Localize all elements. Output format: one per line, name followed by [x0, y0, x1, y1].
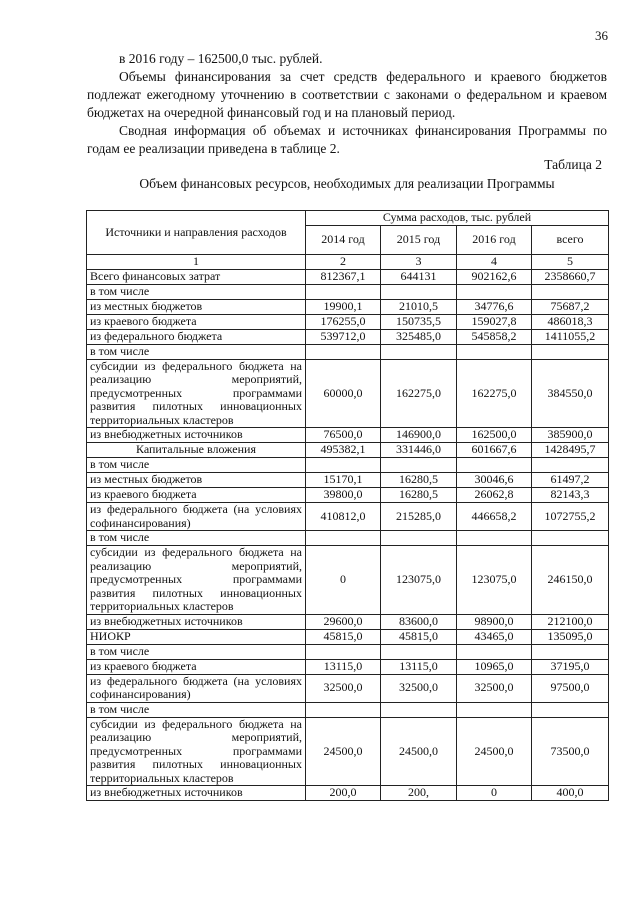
- value-2014: 200,0: [306, 786, 381, 801]
- value-total: 61497,2: [532, 473, 609, 488]
- value-2014: 24500,0: [306, 717, 381, 786]
- table-row: [87, 284, 609, 299]
- value-2014: 812367,1: [306, 269, 381, 284]
- value-2015: [381, 531, 457, 546]
- table-row: [87, 428, 609, 443]
- row-label: из внебюджетных источников: [87, 614, 306, 629]
- value-2014: 76500,0: [306, 428, 381, 443]
- row-label: в том числе: [87, 531, 306, 546]
- value-2016: 24500,0: [457, 717, 532, 786]
- table-row: [87, 458, 609, 473]
- value-total: 400,0: [532, 786, 609, 801]
- table-row: [87, 659, 609, 674]
- table-row: [87, 443, 609, 458]
- table-row: [87, 329, 609, 344]
- table-row: [87, 314, 609, 329]
- value-2016: 26062,8: [457, 488, 532, 503]
- column-number-5: 5: [532, 254, 609, 269]
- row-label: из внебюджетных источников: [87, 428, 306, 443]
- row-label: из краевого бюджета: [87, 488, 306, 503]
- financing-table-body: [87, 211, 609, 801]
- value-2016: 162275,0: [457, 359, 532, 428]
- header-year-2014: 2014 год: [306, 225, 381, 254]
- row-label: в том числе: [87, 644, 306, 659]
- table-row: [87, 546, 609, 615]
- table-row: [87, 299, 609, 314]
- table-row: [87, 614, 609, 629]
- table-row: [87, 644, 609, 659]
- value-2016: 0: [457, 786, 532, 801]
- value-2016: [457, 644, 532, 659]
- value-2014: 410812,0: [306, 503, 381, 531]
- value-2014: 19900,1: [306, 299, 381, 314]
- value-2015: [381, 458, 457, 473]
- intro-line-1: в 2016 году – 162500,0 тыс. рублей.: [119, 51, 323, 66]
- value-2015: 24500,0: [381, 717, 457, 786]
- value-2015: 215285,0: [381, 503, 457, 531]
- table-header-row: [87, 211, 609, 226]
- financing-table: [86, 210, 609, 801]
- column-number-2: 2: [306, 254, 381, 269]
- table-row: [87, 473, 609, 488]
- value-total: 1411055,2: [532, 329, 609, 344]
- value-2014: [306, 531, 381, 546]
- table-row: [87, 629, 609, 644]
- value-total: 135095,0: [532, 629, 609, 644]
- value-total: [532, 344, 609, 359]
- value-2014: 39800,0: [306, 488, 381, 503]
- table-row: [87, 488, 609, 503]
- value-2016: 98900,0: [457, 614, 532, 629]
- value-2015: 16280,5: [381, 473, 457, 488]
- value-2014: 495382,1: [306, 443, 381, 458]
- value-2015: 21010,5: [381, 299, 457, 314]
- table-row: [87, 269, 609, 284]
- table-row: [87, 702, 609, 717]
- row-label: из краевого бюджета: [87, 659, 306, 674]
- value-2014: 539712,0: [306, 329, 381, 344]
- column-number-4: 4: [457, 254, 532, 269]
- value-total: [532, 702, 609, 717]
- row-label: в том числе: [87, 702, 306, 717]
- value-2014: 45815,0: [306, 629, 381, 644]
- value-2014: 60000,0: [306, 359, 381, 428]
- value-2016: 30046,6: [457, 473, 532, 488]
- value-total: 246150,0: [532, 546, 609, 615]
- value-total: [532, 284, 609, 299]
- row-label: субсидии из федерального бюджета на реализацию мероприятий, предусмотренных программами развития пилотных инновационных территориальных кластеров: [87, 546, 306, 615]
- row-label: НИОКР: [87, 629, 306, 644]
- value-2015: 644131: [381, 269, 457, 284]
- value-2015: 162275,0: [381, 359, 457, 428]
- row-label: из федерального бюджета (на условиях софинансирования): [87, 503, 306, 531]
- value-total: 97500,0: [532, 674, 609, 702]
- value-2016: [457, 702, 532, 717]
- value-2015: 32500,0: [381, 674, 457, 702]
- value-2015: 331446,0: [381, 443, 457, 458]
- table-row: [87, 359, 609, 428]
- column-number-3: 3: [381, 254, 457, 269]
- intro-paragraph-2: Объемы финансирования за счет средств федерального и краевого бюджетов подлежат ежегодному уточнению в соответствии с законами о федеральном и краевом бюджетах на очередной финансовый год и на плановый период.: [87, 69, 607, 120]
- value-2015: 16280,5: [381, 488, 457, 503]
- page-number: 36: [595, 28, 608, 43]
- row-label: из федерального бюджета: [87, 329, 306, 344]
- value-2014: 32500,0: [306, 674, 381, 702]
- value-2016: 10965,0: [457, 659, 532, 674]
- value-2016: 159027,8: [457, 314, 532, 329]
- table-row: [87, 674, 609, 702]
- table-title: Объем финансовых ресурсов, необходимых для реализации Программы: [139, 176, 555, 191]
- value-total: 2358660,7: [532, 269, 609, 284]
- value-2014: [306, 702, 381, 717]
- table-label: Таблица 2: [544, 157, 602, 172]
- column-number-1: 1: [87, 254, 306, 269]
- value-2015: 146900,0: [381, 428, 457, 443]
- row-label: в том числе: [87, 284, 306, 299]
- value-2016: 123075,0: [457, 546, 532, 615]
- table-row: [87, 717, 609, 786]
- row-label: Капитальные вложения: [87, 443, 306, 458]
- row-label: субсидии из федерального бюджета на реализацию мероприятий, предусмотренных программами развития пилотных инновационных территориальных кластеров: [87, 717, 306, 786]
- value-2014: 15170,1: [306, 473, 381, 488]
- intro-text: [87, 50, 607, 158]
- row-label: Всего финансовых затрат: [87, 269, 306, 284]
- row-label: субсидии из федерального бюджета на реализацию мероприятий, предусмотренных программами развития пилотных инновационных территориальных кластеров: [87, 359, 306, 428]
- value-2014: 176255,0: [306, 314, 381, 329]
- value-2014: [306, 458, 381, 473]
- value-2015: [381, 344, 457, 359]
- row-label: из местных бюджетов: [87, 299, 306, 314]
- table-row: [87, 503, 609, 531]
- table-row: [87, 786, 609, 801]
- value-2016: [457, 344, 532, 359]
- value-2016: 34776,6: [457, 299, 532, 314]
- value-2016: 545858,2: [457, 329, 532, 344]
- table-row: [87, 531, 609, 546]
- value-2016: [457, 531, 532, 546]
- value-total: 82143,3: [532, 488, 609, 503]
- header-total: всего: [532, 225, 609, 254]
- value-total: 1072755,2: [532, 503, 609, 531]
- value-total: 212100,0: [532, 614, 609, 629]
- value-total: 73500,0: [532, 717, 609, 786]
- value-2014: [306, 284, 381, 299]
- header-sum: Сумма расходов, тыс. рублей: [306, 211, 609, 226]
- table-row: [87, 344, 609, 359]
- row-label: из краевого бюджета: [87, 314, 306, 329]
- value-2016: 902162,6: [457, 269, 532, 284]
- value-2016: 601667,6: [457, 443, 532, 458]
- value-2015: 123075,0: [381, 546, 457, 615]
- header-year-2015: 2015 год: [381, 225, 457, 254]
- value-2015: 200,: [381, 786, 457, 801]
- value-2014: [306, 644, 381, 659]
- value-total: 384550,0: [532, 359, 609, 428]
- value-total: [532, 531, 609, 546]
- row-label: в том числе: [87, 344, 306, 359]
- value-2015: 45815,0: [381, 629, 457, 644]
- value-2014: [306, 344, 381, 359]
- value-2014: 13115,0: [306, 659, 381, 674]
- value-2016: 32500,0: [457, 674, 532, 702]
- value-2016: [457, 458, 532, 473]
- value-2015: [381, 644, 457, 659]
- value-2015: [381, 284, 457, 299]
- value-2016: 162500,0: [457, 428, 532, 443]
- value-2016: [457, 284, 532, 299]
- row-label: в том числе: [87, 458, 306, 473]
- value-2015: [381, 702, 457, 717]
- header-year-2016: 2016 год: [457, 225, 532, 254]
- row-label: из внебюджетных источников: [87, 786, 306, 801]
- value-2015: 83600,0: [381, 614, 457, 629]
- value-total: 385900,0: [532, 428, 609, 443]
- value-2015: 325485,0: [381, 329, 457, 344]
- value-2016: 43465,0: [457, 629, 532, 644]
- table-column-numbers-row: [87, 254, 609, 269]
- value-total: [532, 644, 609, 659]
- value-total: 75687,2: [532, 299, 609, 314]
- value-2014: 29600,0: [306, 614, 381, 629]
- value-total: [532, 458, 609, 473]
- header-sources: Источники и направления расходов: [87, 211, 306, 255]
- row-label: из федерального бюджета (на условиях софинансирования): [87, 674, 306, 702]
- value-total: 486018,3: [532, 314, 609, 329]
- row-label: из местных бюджетов: [87, 473, 306, 488]
- value-2015: 150735,5: [381, 314, 457, 329]
- value-total: 37195,0: [532, 659, 609, 674]
- value-total: 1428495,7: [532, 443, 609, 458]
- value-2015: 13115,0: [381, 659, 457, 674]
- value-2014: 0: [306, 546, 381, 615]
- value-2016: 446658,2: [457, 503, 532, 531]
- intro-paragraph-3: Сводная информация об объемах и источниках финансирования Программы по годам ее реализации приведена в таблице 2.: [87, 123, 607, 156]
